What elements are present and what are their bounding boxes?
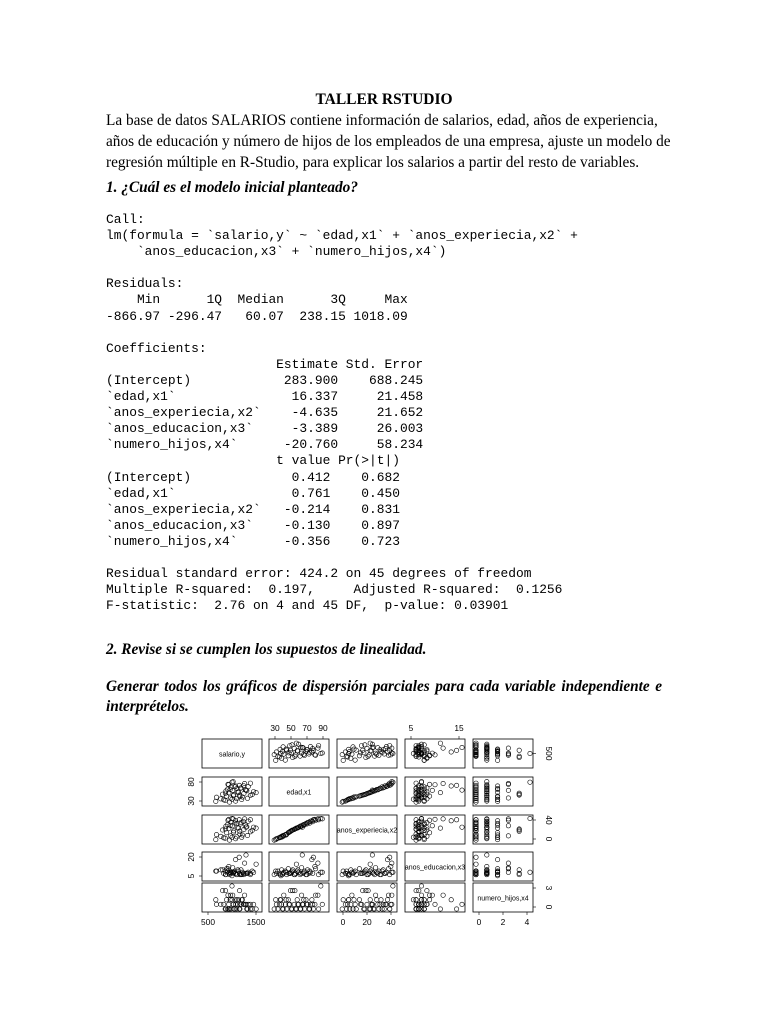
tick-label: 20 bbox=[362, 917, 372, 927]
data-point bbox=[454, 748, 458, 752]
data-point bbox=[430, 824, 434, 828]
data-point bbox=[379, 898, 383, 902]
intro-paragraph bbox=[106, 110, 671, 173]
tick-label: 500 bbox=[201, 917, 215, 927]
data-point bbox=[237, 855, 241, 859]
data-point bbox=[319, 884, 323, 888]
data-point bbox=[369, 902, 373, 906]
tick-label: 3 bbox=[544, 885, 554, 891]
data-point bbox=[474, 855, 478, 859]
data-point bbox=[441, 817, 445, 821]
diagonal-label: edad,x1 bbox=[286, 789, 312, 797]
tick-label: 90 bbox=[318, 723, 328, 733]
data-point bbox=[414, 907, 418, 911]
data-point bbox=[254, 826, 258, 830]
data-point bbox=[425, 888, 429, 892]
intro-line: años de educación y número de hijos de los empleados de una empresa, ajuste un modelo de bbox=[106, 133, 671, 150]
data-point bbox=[373, 893, 377, 897]
data-point bbox=[427, 898, 431, 902]
data-point bbox=[391, 884, 395, 888]
data-point bbox=[528, 816, 532, 820]
code-line bbox=[106, 325, 578, 341]
tick-label: 20 bbox=[186, 852, 196, 862]
code-line: Residual standard error: 424.2 on 45 degrees of freedom bbox=[106, 566, 532, 582]
question-3: Generar todos los gráficos de dispersión parciales para cada variable independiente e interprételos. bbox=[106, 678, 662, 715]
data-point bbox=[375, 898, 379, 902]
data-point bbox=[219, 797, 223, 801]
panel-frame bbox=[473, 739, 533, 768]
data-point bbox=[474, 862, 478, 866]
data-point bbox=[352, 898, 356, 902]
data-point bbox=[214, 832, 218, 836]
question-2: 2. Revise si se cumplen los supuestos de linealidad. bbox=[106, 641, 427, 658]
data-point bbox=[214, 795, 218, 799]
tick-label: 5 bbox=[408, 723, 414, 733]
data-point bbox=[441, 893, 445, 897]
data-point bbox=[248, 781, 252, 785]
data-point bbox=[441, 746, 445, 750]
tick-label: 5 bbox=[186, 873, 196, 879]
data-point bbox=[411, 835, 415, 839]
data-point bbox=[427, 893, 431, 897]
data-point bbox=[230, 884, 234, 888]
data-point bbox=[341, 898, 345, 902]
data-point bbox=[427, 831, 431, 835]
data-point bbox=[441, 781, 445, 785]
data-point bbox=[357, 754, 361, 758]
r-regression-output bbox=[106, 212, 578, 614]
tick-label: 0 bbox=[340, 917, 346, 927]
data-point bbox=[427, 818, 431, 822]
code-line: `anos_educacion,x3` + `numero_hijos,x4`) bbox=[106, 244, 447, 260]
data-point bbox=[274, 758, 278, 762]
data-point bbox=[320, 902, 324, 906]
data-point bbox=[506, 796, 510, 800]
code-line: F-statistic: 2.76 on 4 and 45 DF, p-value: 0.03901 bbox=[106, 598, 509, 614]
data-point bbox=[359, 902, 363, 906]
data-point bbox=[419, 893, 423, 897]
data-point bbox=[506, 788, 510, 792]
data-point bbox=[353, 758, 357, 762]
data-point bbox=[485, 853, 489, 857]
data-point bbox=[454, 907, 458, 911]
code-line: lm(formula = `salario,y` ~ `edad,x1` + `anos_experiecia,x2` + bbox=[106, 228, 578, 244]
data-point bbox=[384, 902, 388, 906]
panel-frame bbox=[473, 777, 533, 806]
data-point bbox=[370, 902, 374, 906]
tick-label: 0 bbox=[544, 904, 554, 910]
data-point bbox=[226, 893, 230, 897]
tick-label: 4 bbox=[524, 917, 530, 927]
data-point bbox=[348, 907, 352, 911]
code-line bbox=[106, 260, 578, 276]
data-point bbox=[363, 743, 367, 747]
tick-label: 50 bbox=[286, 723, 296, 733]
data-point bbox=[389, 902, 393, 906]
data-point bbox=[506, 834, 510, 838]
data-point bbox=[223, 888, 227, 892]
data-point bbox=[528, 870, 532, 874]
intro-line: regresión múltiple en R-Studio, para explicar los salarios a partir del resto de variables. bbox=[106, 154, 640, 171]
tick-label: 80 bbox=[186, 777, 196, 787]
diagonal-label: anos_educacion,x3 bbox=[404, 864, 466, 872]
data-point bbox=[388, 907, 392, 911]
data-point bbox=[460, 825, 464, 829]
data-point bbox=[242, 893, 246, 897]
data-point bbox=[242, 861, 246, 865]
data-point bbox=[495, 857, 499, 861]
data-point bbox=[422, 907, 426, 911]
data-point bbox=[460, 745, 464, 749]
tick-label: 40 bbox=[386, 917, 396, 927]
data-point bbox=[357, 867, 361, 871]
data-point bbox=[214, 898, 218, 902]
data-point bbox=[430, 788, 434, 792]
code-line: `anos_educacion,x3` -3.389 26.003 bbox=[106, 421, 424, 437]
data-point bbox=[411, 898, 415, 902]
data-point bbox=[419, 884, 423, 888]
code-line: `edad,x1` 16.337 21.458 bbox=[106, 389, 424, 405]
data-point bbox=[274, 898, 278, 902]
code-line: `edad,x1` 0.761 0.450 bbox=[106, 485, 400, 501]
tick-label: 70 bbox=[302, 723, 312, 733]
data-point bbox=[346, 898, 350, 902]
code-line: `anos_experiecia,x2` -4.635 21.652 bbox=[106, 405, 424, 421]
data-point bbox=[320, 751, 324, 755]
data-point bbox=[350, 893, 354, 897]
data-point bbox=[368, 862, 372, 866]
data-point bbox=[316, 907, 320, 911]
code-line: Call: bbox=[106, 212, 145, 227]
data-point bbox=[237, 888, 241, 892]
data-point bbox=[506, 746, 510, 750]
data-point bbox=[386, 893, 390, 897]
data-point bbox=[214, 799, 218, 803]
data-point bbox=[438, 907, 442, 911]
code-line: `anos_educacion,x3` -0.130 0.897 bbox=[106, 517, 400, 533]
data-point bbox=[359, 744, 363, 748]
data-point bbox=[438, 741, 442, 745]
diagonal-label: anos_experiecia,x2 bbox=[336, 827, 398, 835]
panel-frame bbox=[473, 852, 533, 881]
data-point bbox=[391, 870, 395, 874]
data-point bbox=[449, 784, 453, 788]
data-point bbox=[427, 782, 431, 786]
data-point bbox=[251, 902, 255, 906]
code-line: `numero_hijos,x4` -0.356 0.723 bbox=[106, 533, 400, 549]
data-point bbox=[251, 790, 255, 794]
data-point bbox=[358, 902, 362, 906]
data-point bbox=[357, 898, 361, 902]
data-point bbox=[244, 853, 248, 857]
tick-label: 0 bbox=[476, 917, 482, 927]
data-point bbox=[365, 902, 369, 906]
data-point bbox=[254, 862, 258, 866]
data-point bbox=[528, 751, 532, 755]
question-1: 1. ¿Cuál es el modelo inicial planteado? bbox=[106, 179, 358, 196]
data-point bbox=[433, 902, 437, 906]
data-point bbox=[222, 798, 226, 802]
data-point bbox=[411, 797, 415, 801]
data-point bbox=[433, 817, 437, 821]
data-point bbox=[214, 837, 218, 841]
data-point bbox=[353, 902, 357, 906]
data-point bbox=[368, 898, 372, 902]
code-line: `numero_hijos,x4` -20.760 58.234 bbox=[106, 437, 424, 453]
data-point bbox=[417, 888, 421, 892]
data-point bbox=[222, 902, 226, 906]
data-point bbox=[294, 862, 298, 866]
data-point bbox=[485, 779, 489, 783]
data-point bbox=[227, 838, 231, 842]
panel-frame bbox=[337, 739, 397, 768]
intro-line: La base de datos SALARIOS contiene información de salarios, edad, años de experiencia, bbox=[106, 112, 658, 129]
data-point bbox=[438, 826, 442, 830]
data-point bbox=[506, 824, 510, 828]
data-point bbox=[373, 751, 377, 755]
code-line: Multiple R-squared: 0.197, Adjusted R-squared: 0.1256 bbox=[106, 582, 563, 598]
data-point bbox=[361, 888, 365, 892]
code-line bbox=[106, 550, 578, 566]
data-point bbox=[227, 800, 231, 804]
panel-frame bbox=[473, 815, 533, 844]
tick-label: 15 bbox=[454, 723, 464, 733]
data-point bbox=[460, 788, 464, 792]
data-point bbox=[227, 902, 231, 906]
diagonal-label: numero_hijos,x4 bbox=[477, 895, 529, 903]
tick-label: 40 bbox=[544, 815, 554, 825]
code-line: Min 1Q Median 3Q Max bbox=[106, 292, 408, 308]
data-point bbox=[495, 758, 499, 762]
data-point bbox=[454, 818, 458, 822]
data-point bbox=[506, 861, 510, 865]
data-point bbox=[220, 828, 224, 832]
data-point bbox=[517, 748, 521, 752]
data-point bbox=[214, 902, 218, 906]
data-point bbox=[254, 790, 258, 794]
data-point bbox=[433, 783, 437, 787]
scatterplot-matrix bbox=[180, 716, 580, 932]
data-point bbox=[340, 907, 344, 911]
data-point bbox=[362, 907, 366, 911]
data-point bbox=[449, 750, 453, 754]
tick-label: 2 bbox=[500, 917, 506, 927]
data-point bbox=[354, 907, 358, 911]
data-point bbox=[367, 907, 371, 911]
data-point bbox=[385, 898, 389, 902]
code-line: -866.97 -296.47 60.07 238.15 1018.09 bbox=[106, 308, 408, 324]
data-point bbox=[368, 907, 372, 911]
code-line: `anos_experiecia,x2` -0.214 0.831 bbox=[106, 501, 400, 517]
data-point bbox=[449, 898, 453, 902]
data-point bbox=[245, 833, 249, 837]
data-point bbox=[425, 902, 429, 906]
data-point bbox=[282, 893, 286, 897]
data-point bbox=[316, 861, 320, 865]
code-line: Residuals: bbox=[106, 276, 184, 292]
data-point bbox=[449, 819, 453, 823]
data-point bbox=[363, 907, 367, 911]
code-line: t value Pr(>|t|) bbox=[106, 453, 400, 469]
data-point bbox=[295, 898, 299, 902]
document-title: TALLER RSTUDIO bbox=[315, 91, 453, 108]
data-point bbox=[310, 898, 314, 902]
code-line: (Intercept) 283.900 688.245 bbox=[106, 372, 424, 388]
code-line: Estimate Std. Error bbox=[106, 356, 424, 372]
data-point bbox=[419, 902, 423, 906]
tick-label: 30 bbox=[270, 723, 280, 733]
data-point bbox=[282, 752, 286, 756]
data-point bbox=[366, 872, 370, 876]
tick-label: 0 bbox=[544, 836, 554, 842]
panel-frame bbox=[202, 852, 262, 881]
code-line: (Intercept) 0.412 0.682 bbox=[106, 469, 400, 485]
data-point bbox=[495, 819, 499, 823]
data-point bbox=[495, 874, 499, 878]
data-point bbox=[281, 745, 285, 749]
data-point bbox=[454, 783, 458, 787]
code-line: Coefficients: bbox=[106, 340, 207, 356]
tick-label: 500 bbox=[544, 746, 554, 761]
diagonal-label: salario,y bbox=[218, 751, 246, 759]
data-point bbox=[242, 817, 246, 821]
data-point bbox=[460, 902, 464, 906]
data-point bbox=[506, 866, 510, 870]
data-point bbox=[390, 902, 394, 906]
data-point bbox=[372, 907, 376, 911]
tick-label: 30 bbox=[186, 796, 196, 806]
data-point bbox=[283, 758, 287, 762]
tick-label: 1500 bbox=[246, 917, 266, 927]
data-point bbox=[299, 893, 303, 897]
data-point bbox=[414, 781, 418, 785]
data-point bbox=[438, 790, 442, 794]
data-point bbox=[373, 866, 377, 870]
data-point bbox=[422, 898, 426, 902]
data-point bbox=[528, 780, 532, 784]
data-point bbox=[341, 758, 345, 762]
data-point bbox=[300, 853, 304, 857]
data-point bbox=[370, 853, 374, 857]
data-point bbox=[383, 871, 387, 875]
